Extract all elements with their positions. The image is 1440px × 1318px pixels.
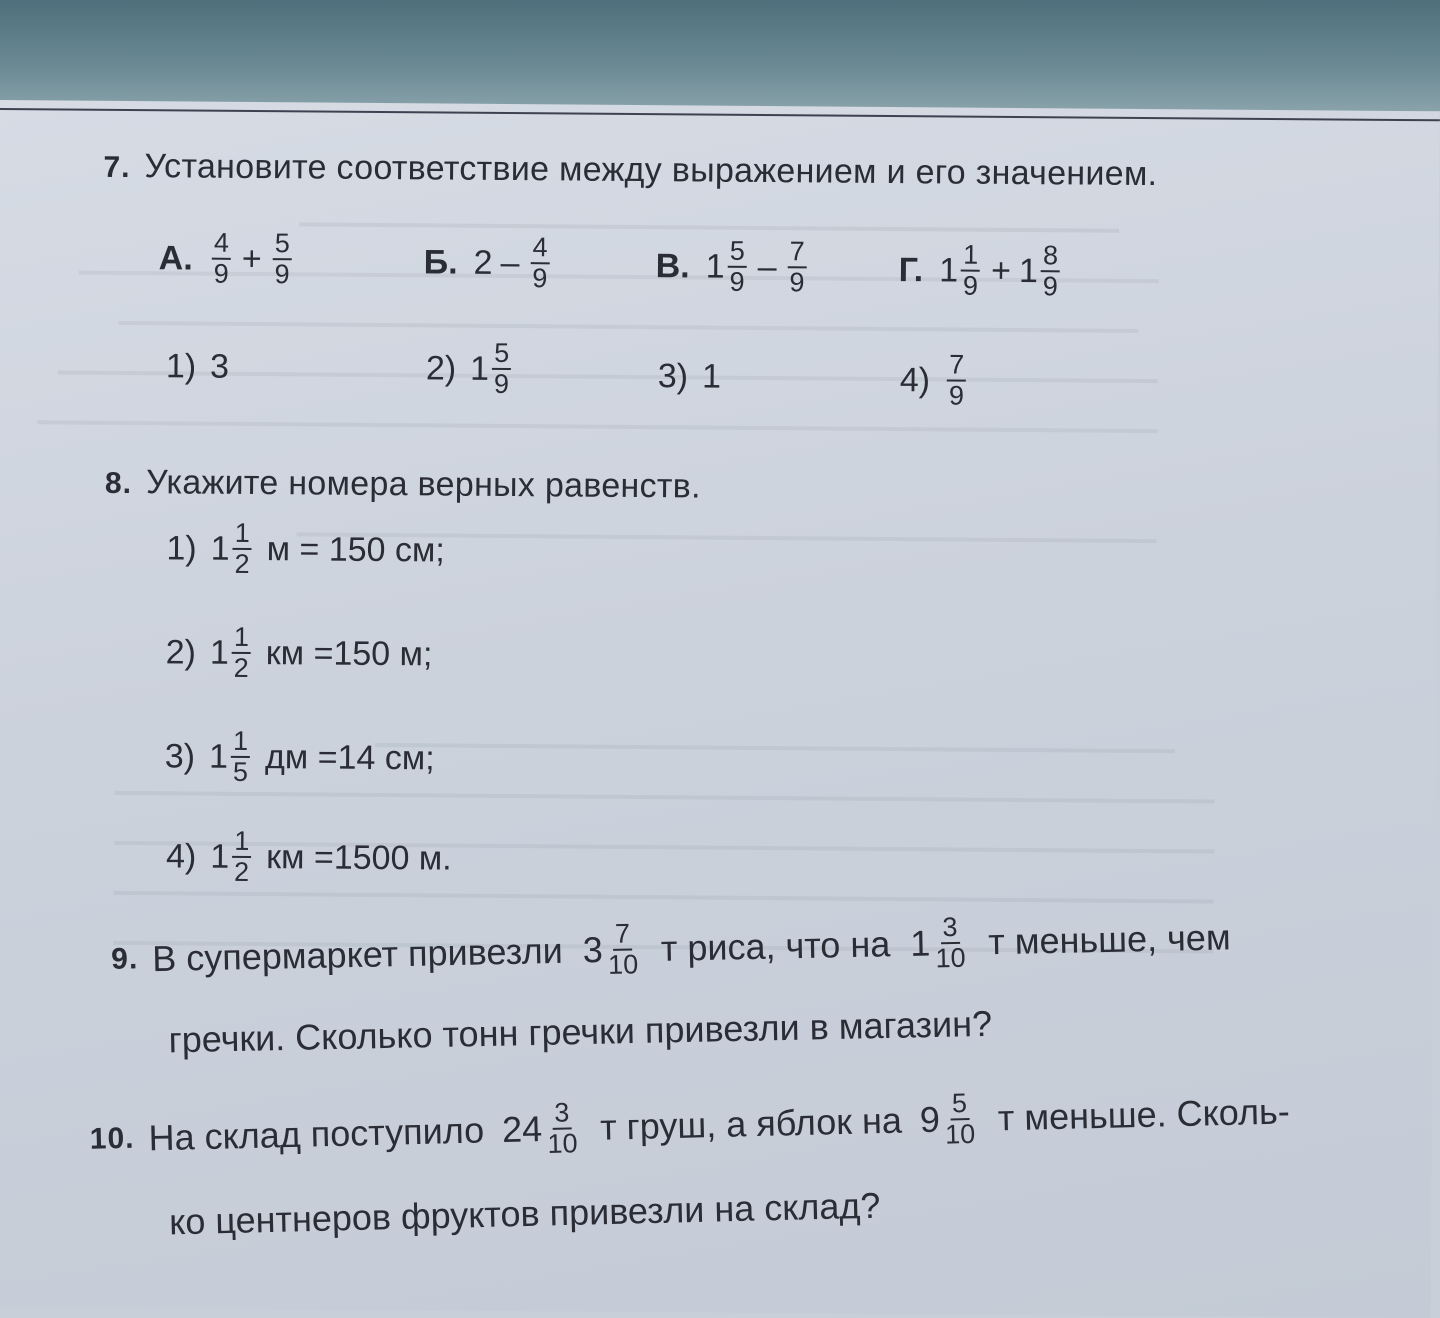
denominator: 5	[232, 756, 249, 787]
task-number: 8.	[104, 466, 133, 501]
option-index: 3)	[164, 736, 196, 776]
option-index: 4)	[165, 836, 197, 876]
denominator: 2	[234, 548, 250, 579]
mixed-number	[1019, 242, 1063, 300]
numerator: 8	[1041, 242, 1060, 272]
numerator: 7	[613, 920, 633, 950]
equality-rest: м = 150 см;	[266, 529, 445, 570]
task-text: В супермаркет привезли	[151, 929, 564, 980]
task-text: На склад поступило	[148, 1109, 485, 1159]
denominator: 10	[547, 1128, 578, 1159]
denominator: 9	[274, 259, 290, 290]
whole-number: 1	[210, 837, 230, 876]
equality-2	[165, 623, 432, 683]
numerator: 3	[940, 914, 960, 944]
numerator: 7	[788, 238, 807, 268]
whole-number: 1	[705, 247, 725, 286]
numerator: 1	[961, 242, 980, 272]
denominator: 9	[789, 267, 805, 298]
expression-g	[898, 241, 1063, 300]
expression-letter: А.	[158, 238, 193, 278]
answer-option-1	[166, 347, 229, 386]
task-number: 10.	[89, 1121, 135, 1156]
fraction	[232, 517, 251, 579]
denominator: 9	[213, 258, 229, 289]
fraction	[605, 920, 640, 979]
task-10-line-1	[89, 1082, 1290, 1168]
denominator: 10	[935, 942, 966, 974]
fraction	[232, 621, 251, 683]
mixed-number	[909, 911, 971, 974]
numerator: 5	[728, 238, 747, 268]
background-top-band	[0, 0, 1440, 118]
page-content	[0, 100, 1440, 1318]
expression-letter: Б.	[423, 242, 458, 282]
whole-number: 1	[208, 737, 229, 776]
option-value: 3	[209, 347, 230, 386]
fraction	[530, 234, 549, 292]
fraction	[232, 825, 251, 887]
fraction	[212, 227, 231, 289]
fraction	[727, 235, 746, 297]
equality-1	[166, 519, 445, 579]
task-text: гречки. Сколько тонн гречки привезли в магазин?	[168, 1002, 993, 1061]
denominator: 9	[1042, 271, 1058, 302]
numerator: 4	[212, 230, 231, 260]
equality-3	[165, 727, 435, 787]
answer-option-2	[426, 339, 515, 398]
task-text: т меньше, чем	[987, 916, 1231, 963]
task-9-line-2	[168, 1003, 992, 1062]
denominator: 9	[493, 368, 510, 400]
fraction	[787, 238, 806, 296]
denominator: 10	[944, 1118, 976, 1150]
option-value: 1	[701, 357, 722, 396]
task-text: Установите соответствие между выражением и его значением.	[144, 147, 1158, 194]
fraction	[942, 1090, 977, 1149]
task-7-heading	[103, 147, 1157, 194]
numerator: 3	[552, 1099, 572, 1129]
option-index: 1)	[165, 347, 197, 386]
mixed-number	[939, 241, 983, 299]
denominator: 9	[532, 263, 548, 294]
denominator: 2	[233, 652, 249, 683]
task-number: 7.	[103, 150, 131, 185]
whole-number: 1	[469, 349, 490, 388]
whole-number: 1	[939, 250, 959, 290]
numerator: 1	[231, 728, 250, 758]
expression-a	[159, 229, 295, 288]
task-text: т риса, что на	[660, 923, 891, 969]
fraction	[1041, 242, 1060, 300]
option-index: 2)	[425, 348, 457, 388]
option-index: 2)	[165, 632, 197, 672]
fraction	[933, 911, 968, 974]
task-text: т меньше. Сколь-	[997, 1090, 1291, 1139]
equality-rest: км =1500 м.	[266, 837, 452, 878]
task-9-line-1	[111, 908, 1232, 988]
fraction	[231, 725, 250, 787]
mixed-number	[705, 235, 749, 297]
option-index: 3)	[657, 357, 689, 396]
whole-number: 3	[582, 929, 604, 971]
operator: –	[500, 243, 520, 282]
expression-letter: Г.	[898, 250, 924, 289]
denominator: 10	[607, 949, 639, 980]
denominator: 9	[962, 270, 979, 301]
mixed-number	[582, 920, 643, 979]
textbook-page	[0, 100, 1440, 1318]
expression-v	[655, 237, 809, 296]
numerator: 5	[273, 230, 292, 260]
operator: +	[241, 239, 262, 278]
task-text: Укажите номера верных равенств.	[145, 463, 702, 506]
whole-number: 1	[909, 922, 931, 964]
whole-number: 1	[210, 529, 230, 568]
denominator: 9	[948, 380, 965, 411]
numerator: 4	[530, 234, 549, 264]
whole-number: 2	[473, 243, 493, 282]
task-number: 9.	[110, 942, 139, 976]
option-index: 4)	[899, 360, 931, 399]
fraction	[492, 337, 511, 400]
numerator: 7	[947, 351, 966, 381]
answer-option-3	[658, 357, 721, 396]
fraction	[544, 1099, 579, 1158]
task-10-line-2	[169, 1185, 881, 1244]
whole-number: 1	[1018, 251, 1039, 290]
mixed-number	[501, 1099, 582, 1159]
fraction	[961, 239, 980, 301]
fraction	[272, 230, 291, 288]
operator: –	[757, 247, 777, 286]
mixed-number	[919, 1090, 980, 1149]
numerator: 1	[232, 828, 251, 858]
task-text: ко центнеров фруктов привезли на склад?	[168, 1184, 881, 1243]
equality-rest: дм =14 см;	[264, 737, 435, 777]
whole-number: 1	[209, 633, 229, 672]
task-text: т груш, а яблок на	[599, 1099, 903, 1148]
option-index: 1)	[166, 528, 197, 568]
expression-letter: В.	[655, 246, 690, 285]
numerator: 5	[950, 1090, 970, 1120]
expression-b	[424, 233, 553, 292]
task-8-heading	[105, 463, 701, 507]
denominator: 9	[729, 266, 745, 297]
equality-4	[166, 827, 452, 887]
operator: +	[990, 251, 1012, 290]
equality-rest: км =150 м;	[265, 633, 433, 673]
whole-number: 9	[919, 1098, 941, 1141]
denominator: 2	[233, 856, 250, 887]
numerator: 5	[492, 340, 511, 370]
fraction	[947, 351, 966, 409]
whole-number: 24	[501, 1108, 543, 1151]
numerator: 1	[232, 624, 251, 654]
answer-option-4	[900, 351, 970, 410]
numerator: 1	[233, 520, 252, 550]
